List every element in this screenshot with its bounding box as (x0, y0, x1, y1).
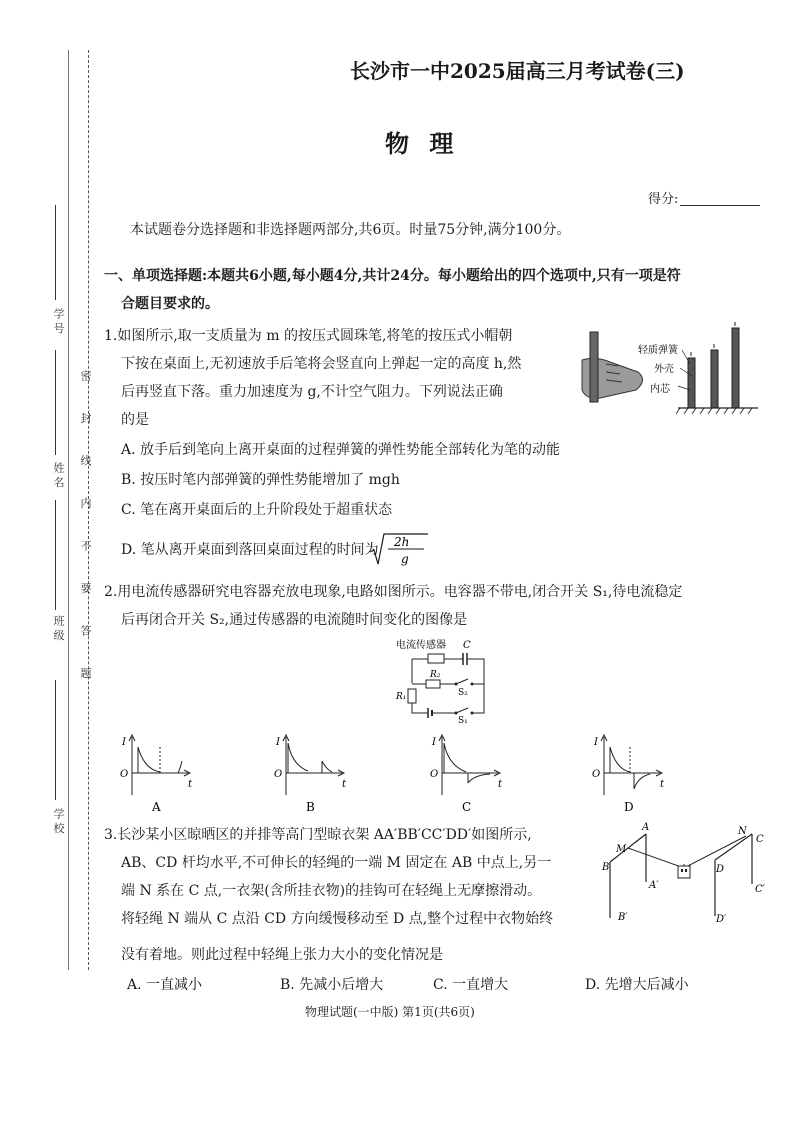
q1-stem-line1: 1.如图所示,取一支质量为 m 的按压式圆珠笔,将笔的按压式小帽朝 (104, 328, 513, 344)
margin-field-name-line (55, 350, 56, 455)
svg-text:O: O (592, 769, 601, 780)
svg-text:t: t (188, 779, 193, 790)
circuit-label-r1: R₁ (396, 692, 407, 702)
q2-graph-b (272, 733, 362, 815)
q3-stem-line3: 端 N 系在 C 点,一衣架(含所挂衣物)的挂钩可在轻绳上无摩擦滑动。 (121, 883, 542, 899)
score-label: 得分: (648, 192, 679, 207)
circuit-sensor (428, 654, 444, 663)
margin-field-class: 班 级 (52, 615, 65, 641)
q3-option-b: B. 先减小后增大 (280, 977, 384, 993)
svg-text:N: N (738, 826, 747, 837)
q1-stem-line2: 下按在桌面上,无初速放手后笔将会竖直向上弹起一定的高度 h,然 (121, 356, 522, 372)
margin-field-id-line (55, 205, 56, 300)
q3-stem-line2: AB、CD 杆均水平,不可伸长的轻绳的一端 M 固定在 AB 中点上,另一 (121, 855, 552, 871)
svg-text:I: I (594, 737, 598, 748)
q2-graph-d (590, 733, 680, 815)
margin-seal-notice: 密 封 线 内 不 要 答 题 (79, 370, 92, 693)
svg-text:C′: C′ (755, 884, 765, 895)
q2-graph-a (118, 733, 208, 815)
q1-option-c: C. 笔在离开桌面后的上升阶段处于超重状态 (121, 502, 393, 518)
section1-heading-line1: 一、单项选择题:本题共6小题,每小题4分,共计24分。每小题给出的四个选项中,只有一项是符 (104, 268, 681, 284)
q1-sqrt-denominator: g (401, 552, 409, 566)
circuit-r1 (408, 689, 416, 703)
intro-text: 本试题卷分选择题和非选择题两部分,共6页。时量75分钟,满分100分。 (130, 222, 571, 238)
q2-circuit-diagram (392, 637, 502, 723)
q1-option-a: A. 放手后到笔向上离开桌面的过程弹簧的弹性势能全部转化为笔的动能 (121, 442, 561, 458)
q2-stem-line2: 后再闭合开关 S₂,通过传感器的电流随时间变化的图像是 (121, 612, 468, 628)
q3-option-a: A. 一直减小 (127, 977, 203, 993)
pen-label-shell: 外壳 (654, 364, 674, 375)
svg-text:B′: B′ (618, 912, 628, 923)
q2-graph-a-label: A (152, 800, 161, 814)
q2-graph-b-label: B (306, 800, 315, 814)
circuit-label-s2: S₂ (458, 688, 468, 698)
margin-field-id: 学 号 (52, 308, 65, 334)
q3-option-c: C. 一直增大 (433, 977, 509, 993)
q1-stem-line4: 的是 (121, 412, 149, 428)
exam-title: 长沙市一中2025届高三月考试卷(三) (350, 59, 685, 83)
pen-4 (732, 328, 739, 408)
svg-text:A: A (642, 822, 650, 833)
q3-stem-line1: 3.长沙某小区晾晒区的并排等高门型晾衣架 AA′BB′CC′DD′如图所示, (104, 827, 532, 843)
section1-heading-line2: 合题目要求的。 (121, 296, 219, 312)
q2-stem-line1: 2.用电流传感器研究电容器充放电现象,电路如图所示。电容器不带电,闭合开关 S₁,待电流稳定 (104, 584, 683, 600)
q1-option-d-sqrt (368, 530, 438, 570)
pen-2 (688, 358, 695, 408)
q1-stem-line3: 后再竖直下落。重力加速度为 g,不计空气阻力。下列说法正确 (121, 384, 503, 400)
score-blank (680, 205, 760, 206)
q1-figure-pens (578, 320, 763, 420)
svg-text:C: C (756, 834, 764, 845)
q2-graph-c-label: C (462, 800, 472, 814)
pen-3 (711, 350, 718, 408)
svg-text:t: t (342, 779, 347, 790)
q3-stem-line4: 将轻绳 N 端从 C 点沿 CD 方向缓慢移动至 D 点,整个过程中衣物始终 (121, 911, 554, 927)
margin-field-name: 姓 名 (52, 462, 65, 488)
page-footer: 物理试题(一中版) 第1页(共6页) (305, 1005, 475, 1019)
binding-line-solid (68, 50, 69, 970)
q1-option-b: B. 按压时笔内部弹簧的弹性势能增加了 mgh (121, 472, 400, 488)
svg-text:B: B (602, 862, 610, 873)
subject-title: 物 理 (385, 129, 460, 158)
svg-text:D′: D′ (716, 914, 727, 925)
svg-text:O: O (430, 769, 439, 780)
q1-option-d: D. 笔从离开桌面到落回桌面过程的时间为 (121, 542, 379, 558)
svg-text:D: D (716, 864, 725, 875)
margin-field-school-line (55, 680, 56, 800)
circuit-r2 (426, 680, 440, 688)
q1-sqrt-numerator: 2h (394, 535, 410, 549)
circuit-label-s1: S₁ (458, 716, 468, 723)
svg-text:I: I (122, 737, 126, 748)
margin-field-class-line (55, 500, 56, 610)
q2-graph-c (428, 733, 518, 815)
circuit-label-sensor: 电流传感器 (396, 640, 446, 651)
q2-graph-d-label: D (624, 800, 634, 814)
pen-label-spring: 轻质弹簧 (638, 345, 678, 356)
pen-label-core: 内芯 (650, 384, 670, 395)
q3-stem-line5: 没有着地。则此过程中轻绳上张力大小的变化情况是 (121, 947, 443, 963)
circuit-label-r2: R₂ (430, 670, 441, 680)
pen-1 (590, 332, 598, 402)
svg-text:O: O (274, 769, 283, 780)
q3-figure-clothesline (600, 820, 775, 932)
margin-field-school: 学 校 (52, 808, 65, 834)
svg-text:I: I (432, 737, 436, 748)
svg-text:A′: A′ (649, 880, 659, 891)
svg-text:I: I (276, 737, 280, 748)
svg-text:t: t (660, 779, 665, 790)
q3-option-d: D. 先增大后减小 (585, 977, 689, 993)
svg-text:M: M (616, 844, 627, 855)
circuit-label-c: C (463, 640, 471, 651)
svg-text:O: O (120, 769, 129, 780)
svg-text:t: t (498, 779, 503, 790)
